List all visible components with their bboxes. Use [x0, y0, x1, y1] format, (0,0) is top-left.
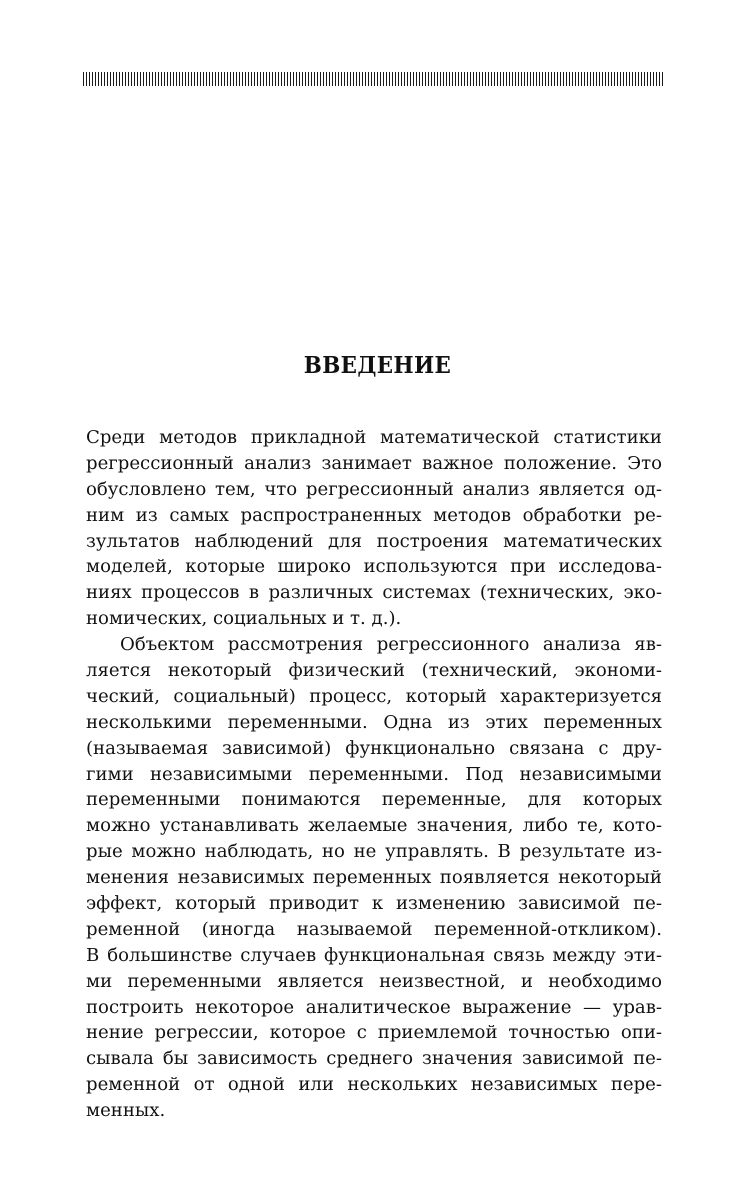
text-line: менения независимых переменных появляется некоторый [86, 867, 662, 889]
text-line: Объектом рассмотрения регрессионного анализа яв- [120, 634, 662, 656]
text-line: Среди методов прикладной математической статистики [86, 427, 662, 448]
text-line: регрессионный анализ занимает важное положение. Это [86, 452, 662, 474]
text-line: номических, социальных и т. д.). [86, 608, 402, 630]
paragraph [86, 425, 662, 632]
text-line: эффект, который приводит к изменению зависимой пе- [86, 893, 662, 915]
text-line: нение регрессии, которое с приемлемой точностью опи- [86, 1022, 662, 1044]
text-line: зультатов наблюдений для построения математических [86, 530, 662, 552]
body-text [86, 425, 662, 1124]
text-line: ременной от одной или нескольких независимых пере- [86, 1074, 662, 1096]
text-line: В большинстве случаев функциональная связь между эти- [86, 944, 662, 966]
text-line: менных. [86, 1100, 166, 1122]
text-line: переменными понимаются переменные, для которых [86, 789, 662, 811]
paragraph [86, 632, 662, 1124]
text-line: обусловлено тем, что регрессионный анализ является од- [86, 478, 662, 500]
text-line: можно устанавливать желаемые значения, либо те, кото- [86, 815, 662, 837]
text-line: моделей, которые широко используются при исследова- [86, 556, 662, 578]
text-line: рые можно наблюдать, но не управлять. В результате из- [86, 841, 662, 863]
text-line: ним из самых распространенных методов обработки ре- [86, 504, 662, 526]
text-line: ниях процессов в различных системах (технических, эко- [86, 582, 662, 604]
text-line: (называемая зависимой) функционально связана с дру- [86, 737, 662, 759]
text-line: несколькими переменными. Одна из этих переменных [86, 711, 662, 733]
text-line: ми переменными является неизвестной, и необходимо [86, 970, 662, 992]
text-line: построить некоторое аналитическое выражение — урав- [86, 996, 662, 1018]
text-line: ременной (иногда называемой переменной-откликом). [86, 918, 662, 940]
header-rule [83, 72, 663, 86]
text-line: ческий, социальный) процесс, который характеризуется [86, 685, 662, 707]
text-line: гими независимыми переменными. Под независимыми [86, 763, 662, 785]
chapter-title: ВВЕДЕНИЕ [303, 352, 452, 379]
text-line: сывала бы зависимость среднего значения зависимой пе- [86, 1048, 662, 1070]
text-line: ляется некоторый физический (технический, экономи- [86, 660, 662, 682]
